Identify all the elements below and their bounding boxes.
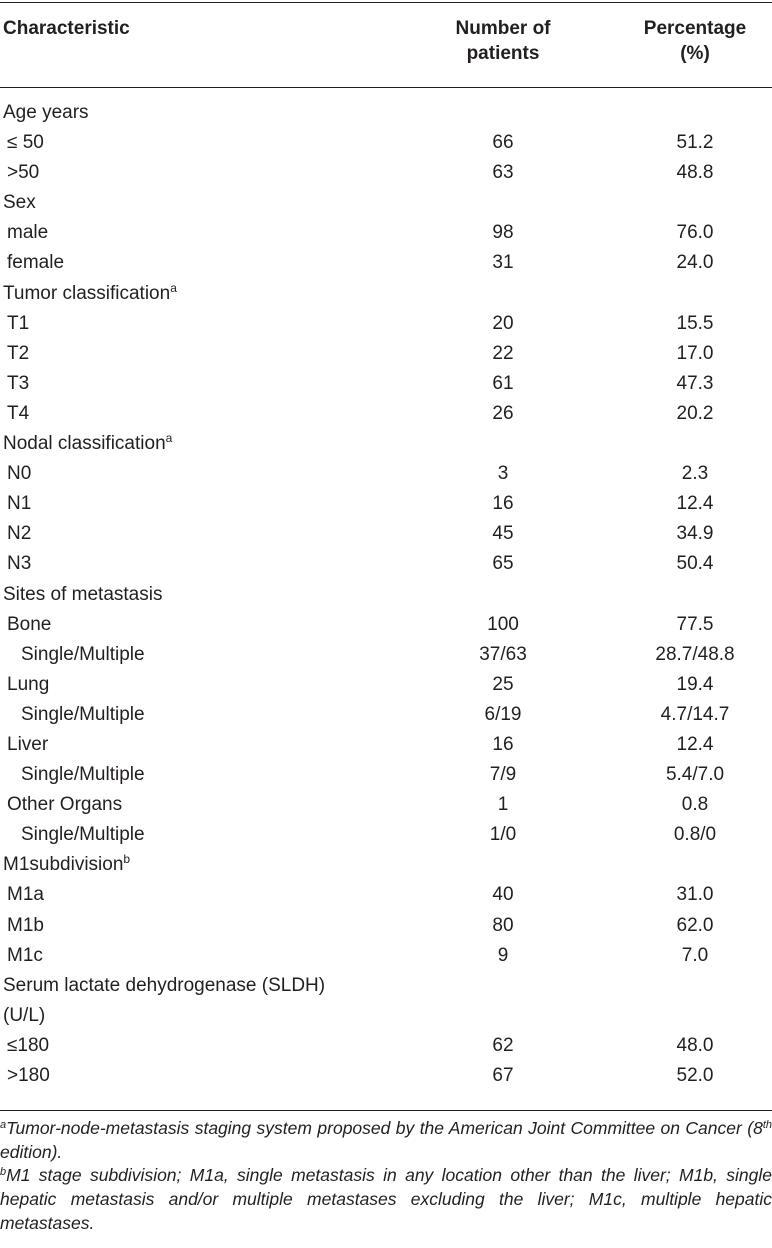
- row-label-text: M1subdivision: [3, 854, 124, 876]
- row-label: [7, 248, 64, 278]
- table-row: [0, 670, 772, 700]
- table-row: [0, 760, 772, 790]
- row-label: [7, 399, 29, 429]
- row-percentage: 17.0: [676, 342, 714, 364]
- row-label: [7, 489, 31, 519]
- table-row: [0, 339, 772, 369]
- bottom-rule: [0, 1110, 772, 1111]
- row-number-of-patients: 37/63: [479, 643, 527, 665]
- table-row: [0, 369, 772, 399]
- row-label-text: Liver: [7, 733, 49, 755]
- table-header: [0, 12, 772, 82]
- row-footnote-marker: a: [165, 431, 173, 446]
- row-percentage: 12.4: [676, 493, 714, 515]
- table-row: [0, 1061, 772, 1091]
- row-label: [7, 670, 49, 700]
- row-label-text: M1b: [7, 914, 44, 936]
- row-label-text: female: [7, 252, 65, 274]
- row-label: [21, 640, 145, 670]
- row-percentage: 52.0: [676, 1065, 714, 1086]
- row-number-of-patients: 66: [492, 132, 514, 154]
- table-row: [0, 98, 772, 128]
- row-label-text: male: [7, 222, 49, 244]
- row-percentage: 51.2: [676, 132, 714, 154]
- row-label: [7, 941, 43, 971]
- row-label-text: Nodal classification: [3, 433, 166, 455]
- row-number-of-patients: 80: [492, 914, 514, 936]
- table-row: [0, 1001, 772, 1031]
- row-percentage: 31.0: [676, 884, 714, 906]
- row-percentage: 47.3: [676, 372, 714, 394]
- row-percentage: 76.0: [676, 222, 714, 244]
- table-row: [0, 790, 772, 820]
- header-percentage-line2: (%): [680, 43, 710, 64]
- footnote-a-ordinal: th: [762, 1119, 772, 1131]
- row-number-of-patients: 45: [492, 523, 514, 545]
- table-row: [0, 640, 772, 670]
- row-label: [3, 580, 162, 610]
- row-label: [3, 429, 172, 459]
- row-label: [7, 1031, 49, 1061]
- table-row: [0, 1031, 772, 1061]
- row-label-text: Tumor classification: [3, 282, 171, 304]
- top-rule: [0, 2, 772, 3]
- row-percentage: 28.7/48.8: [655, 643, 735, 665]
- row-label: [7, 790, 122, 820]
- row-label: [7, 309, 29, 339]
- header-percentage: [620, 16, 770, 66]
- row-label-text: Sex: [3, 192, 36, 214]
- table-row: [0, 971, 772, 1001]
- row-percentage: 7.0: [681, 944, 709, 966]
- row-number-of-patients: 63: [492, 162, 514, 184]
- row-label: [7, 1061, 50, 1091]
- table-row: [0, 941, 772, 971]
- row-label: [7, 128, 44, 158]
- row-label-text: Bone: [7, 613, 52, 635]
- row-number-of-patients: 22: [492, 342, 514, 364]
- row-label-text: >50: [7, 162, 40, 184]
- row-label: [7, 880, 44, 910]
- row-label-text: Other Organs: [7, 794, 123, 816]
- row-label: [7, 218, 48, 248]
- footnote-b-marker: b: [0, 1166, 7, 1178]
- table-row: [0, 880, 772, 910]
- row-label: [3, 850, 130, 880]
- row-percentage: 50.4: [676, 553, 714, 575]
- footnote-a-marker: a: [0, 1119, 7, 1131]
- table-row: [0, 700, 772, 730]
- table-row: [0, 248, 772, 278]
- row-label-text: M1a: [7, 884, 44, 906]
- row-number-of-patients: 98: [492, 222, 514, 244]
- row-number-of-patients: 1: [497, 794, 509, 816]
- table-row: [0, 218, 772, 248]
- footnote-b: [0, 1163, 772, 1235]
- row-label-text: T2: [7, 342, 30, 364]
- row-number-of-patients: 40: [492, 884, 514, 906]
- row-label-text: Single/Multiple: [21, 824, 145, 846]
- row-percentage: 77.5: [676, 613, 714, 635]
- row-number-of-patients: 26: [492, 402, 514, 424]
- row-number-of-patients: 25: [492, 673, 514, 695]
- table-row: [0, 188, 772, 218]
- table-row: [0, 730, 772, 760]
- table-row: [0, 459, 772, 489]
- row-percentage: 4.7/14.7: [660, 703, 730, 725]
- row-number-of-patients: 16: [492, 733, 514, 755]
- row-percentage: 62.0: [676, 914, 714, 936]
- table-row: [0, 158, 772, 188]
- row-label-text: N2: [7, 523, 32, 545]
- row-percentage: 20.2: [676, 402, 714, 424]
- header-number-line2: patients: [466, 43, 540, 64]
- table-row: [0, 519, 772, 549]
- row-label-text: M1c: [7, 944, 43, 966]
- table-row: [0, 610, 772, 640]
- row-number-of-patients: 9: [497, 944, 509, 966]
- row-label: [3, 1001, 45, 1031]
- row-number-of-patients: 20: [492, 312, 514, 334]
- row-percentage: 5.4/7.0: [665, 764, 725, 786]
- table-row: [0, 128, 772, 158]
- row-percentage: 0.8/0: [673, 824, 717, 846]
- row-number-of-patients: 67: [492, 1065, 514, 1086]
- row-footnote-marker: a: [170, 280, 177, 295]
- row-percentage: 34.9: [676, 523, 714, 545]
- row-label-text: ≤ 50: [7, 132, 44, 154]
- table-row: [0, 580, 772, 610]
- row-footnote-marker: b: [123, 852, 131, 867]
- table-row: [0, 549, 772, 579]
- row-label: [7, 459, 31, 489]
- table-row: [0, 911, 772, 941]
- row-number-of-patients: 65: [492, 553, 514, 575]
- row-number-of-patients: 31: [492, 252, 514, 274]
- row-label: [7, 158, 39, 188]
- row-label-text: T1: [7, 312, 30, 334]
- table-row: [0, 399, 772, 429]
- header-number-of-patients: [440, 16, 566, 66]
- row-number-of-patients: 1/0: [489, 824, 517, 846]
- table-row: [0, 309, 772, 339]
- row-number-of-patients: 7/9: [489, 764, 517, 786]
- table-row: [0, 850, 772, 880]
- row-label-text: Lung: [7, 673, 50, 695]
- row-percentage: 2.3: [681, 463, 709, 485]
- row-label: [7, 730, 48, 760]
- footnote-b-text: M1 stage subdivision; M1a, single metastasis in any location other than the liver; M1b, single hepatic metastasis and/or multiple metastases excluding the liver; M1c, multiple hepatic metastases.: [0, 1165, 772, 1233]
- row-label-text: N1: [7, 493, 32, 515]
- row-label-text: T4: [7, 402, 30, 424]
- row-label: [21, 700, 145, 730]
- row-label: [7, 549, 31, 579]
- row-percentage: 15.5: [676, 312, 714, 334]
- row-label-text: Sites of metastasis: [3, 583, 163, 605]
- row-label-text: Single/Multiple: [21, 703, 145, 725]
- header-percentage-line1: Percentage: [643, 18, 747, 39]
- table-row: [0, 820, 772, 850]
- row-label-text: Single/Multiple: [21, 764, 145, 786]
- row-number-of-patients: 3: [497, 463, 509, 485]
- row-label-text: >180: [7, 1065, 50, 1086]
- footnote-a-text: Tumor-node-metastasis staging system proposed by the American Joint Committee on Cancer (8: [6, 1118, 763, 1138]
- row-number-of-patients: 16: [492, 493, 514, 515]
- table-row: [0, 489, 772, 519]
- row-percentage: 19.4: [676, 673, 714, 695]
- row-label: [21, 820, 145, 850]
- header-rule: [0, 87, 772, 88]
- footnote-a-text-end: edition).: [0, 1142, 63, 1162]
- row-label: [7, 519, 31, 549]
- row-number-of-patients: 62: [492, 1034, 514, 1056]
- row-label: [3, 971, 325, 1001]
- row-percentage: 48.0: [676, 1034, 714, 1056]
- row-label-text: N3: [7, 553, 32, 575]
- row-label-text: Age years: [3, 102, 89, 123]
- row-label-text: T3: [7, 372, 30, 394]
- row-label-text: ≤180: [7, 1034, 50, 1056]
- row-label: [3, 188, 36, 218]
- row-percentage: 12.4: [676, 733, 714, 755]
- row-label: [7, 610, 51, 640]
- row-percentage: 48.8: [676, 162, 714, 184]
- row-percentage: 0.8: [681, 794, 709, 816]
- header-characteristic: Characteristic: [3, 18, 130, 39]
- row-number-of-patients: 61: [492, 372, 514, 394]
- row-label: [7, 369, 29, 399]
- table-row: [0, 279, 772, 309]
- row-label-text: (U/L): [3, 1004, 46, 1026]
- table-body: [0, 98, 772, 1091]
- header-number-line1: Number of: [455, 18, 551, 39]
- row-label: [7, 339, 29, 369]
- row-label: [7, 911, 44, 941]
- row-label-text: N0: [7, 463, 32, 485]
- footnote-a: [0, 1116, 772, 1164]
- row-number-of-patients: 6/19: [484, 703, 522, 725]
- row-number-of-patients: 100: [487, 613, 519, 635]
- table-row: [0, 429, 772, 459]
- row-percentage: 24.0: [676, 252, 714, 274]
- row-label-text: Single/Multiple: [21, 643, 145, 665]
- row-label: [3, 279, 177, 309]
- row-label: [3, 98, 89, 128]
- row-label: [21, 760, 145, 790]
- row-label-text: Serum lactate dehydrogenase (SLDH): [3, 974, 326, 996]
